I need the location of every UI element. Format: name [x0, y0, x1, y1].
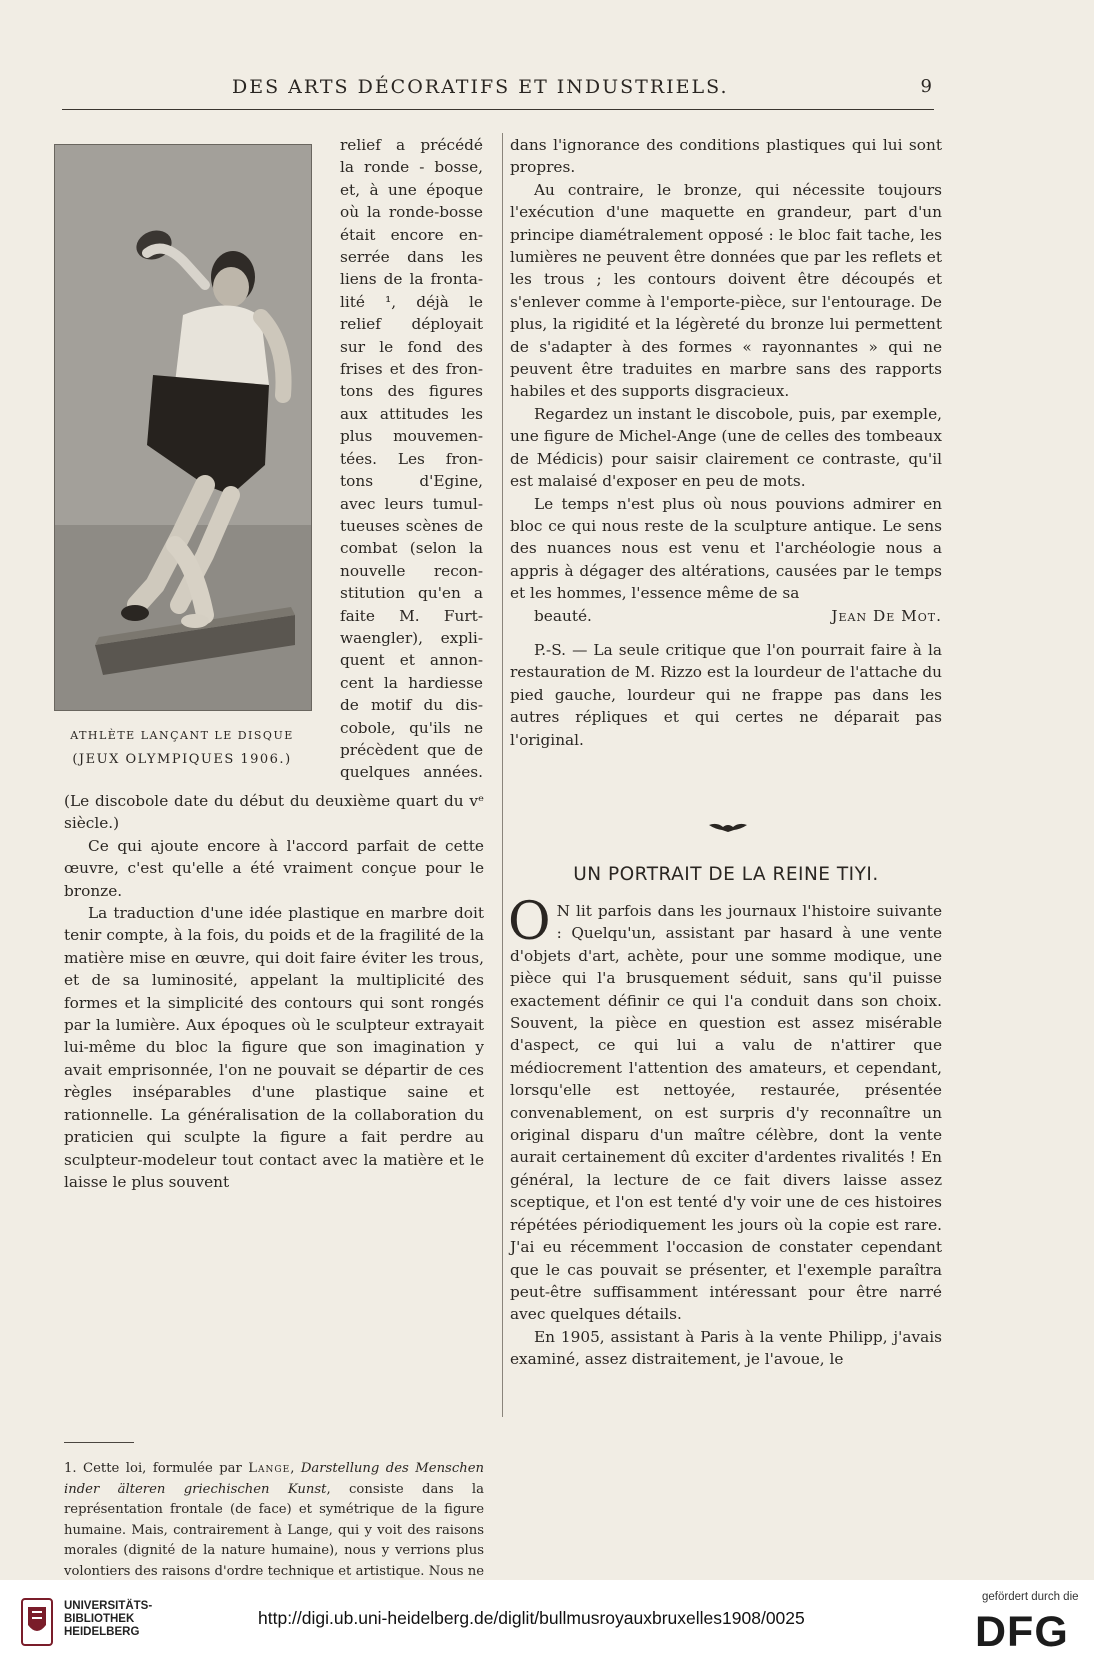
text-line: waengler), expli- [340, 628, 483, 647]
text-line: où la ronde-bosse [340, 203, 483, 222]
text-line: liens de la fronta- [340, 270, 483, 289]
closing-word: beauté. [534, 606, 592, 625]
text-line: de motif du dis- [340, 696, 483, 715]
text-line: tées. Les fron- [340, 449, 483, 468]
article-first-paragraph [508, 892, 942, 1326]
text-line: stitution qu'en a [340, 584, 483, 603]
dropcap: O [508, 892, 551, 952]
discus-thrower-photo [54, 144, 312, 711]
text-line: quelques années. [340, 763, 483, 782]
text-line: relief déployait [340, 315, 483, 334]
text-line: tueuses scènes de [340, 516, 483, 535]
running-header [62, 72, 934, 102]
paragraph: Le temps n'est plus où nous pouvions admirer en bloc ce qui nous reste de la sculpture antique. Le sens des nuances nous est venu et l'archéologie nous a appris à dégager des altérations, causées par le temps et les hommes, l'essence même de sa [510, 494, 942, 603]
text-line: plus mouvemen- [340, 427, 483, 446]
footnote-rule [64, 1442, 134, 1443]
signature-line [510, 605, 942, 627]
ornament-icon [707, 820, 749, 834]
paragraph: Au contraire, le bronze, qui nécessite toujours l'exécution d'une maquette en grandeur, part d'un principe diamétralement opposé : le bloc fait tache, les lumières ne peuvent être données que par les reflets et les trous ; les contours doivent être découpés et s'enlever comme à l'emporte-pièce, sur l'entourage. De plus, la rigidité et la légèreté du bronze lui permettent de s'adapter à des formes « rayonnantes » qui ne peuvent être traduites en marbre sans des rapports habiles et des supports disgracieux. [510, 180, 942, 401]
article-first-paragraph-text: N lit parfois dans les journaux l'histoire suivante : Quelqu'un, assistant par hasard à une vente d'objets d'art, achète, pour une somme modique, une pièce qui l'a brusquement séduit, sans qu'il puisse exactement définir ce qui l'a conduit dans son choix. Souvent, la pièce en question est assez misérable d'aspect, ce qui lui a valu de n'attirer que médiocrement l'attention des amateurs, et cependant, lorsqu'elle est nettoyée, restaurée, présentée convenablement, on est surpris d'y reconnaître un original disparu d'un maître célèbre, dont la vente aurait certainement dû exciter d'ardentes rivalités ! En général, la lecture de ce fait divers laisse assez sceptique, et l'on est tenté d'y voir une de ces histoires répétées périodiquement les jours où la copie est rare. J'ai eu récemment l'occasion de constater cependant que le cas pouvait se présenter, et l'exemple paraîtra peut-être suffisamment intéressant pour être narré avec quelques détails. [510, 902, 942, 1324]
paragraph: dans l'ignorance des conditions plastiques qui lui sont propres. [510, 136, 942, 177]
text-line: frises et des fron- [340, 360, 483, 379]
text-line: aux attitudes les [340, 404, 483, 423]
column-divider [502, 133, 503, 1417]
caption-line-1: ATHLÈTE LANÇANT LE DISQUE [70, 729, 294, 742]
text-line: nouvelle recon- [340, 561, 483, 580]
caption-line-2: (JEUX OLYMPIQUES 1906.) [72, 752, 292, 767]
paragraph: Ce qui ajoute encore à l'accord parfait de cette œuvre, c'est qu'elle a été vraiment conçue pour le bronze. [64, 836, 484, 900]
text-line: combat (selon la [340, 539, 483, 558]
postscript: P.-S. — La seule critique que l'on pourrait faire à la restauration de M. Rizzo est la lourdeur de l'attache du pied gauche, lourdeur qui ne frappe pas dans les autres répliques et qui certes ne déparait pas l'original. [510, 640, 942, 749]
text-line: cent la hardiesse [340, 673, 483, 692]
paragraph: Regardez un instant le discobole, puis, par exemple, une figure de Michel-Ange (une de celles des tombeaux de Médicis) pour saisir clairement ce contraste, qu'il est malaisé d'exposer en peu de mots. [510, 404, 942, 491]
library-name-line: HEIDELBERG [64, 1626, 140, 1638]
text-line: serrée dans les [340, 248, 483, 267]
text-line: tons d'Egine, [340, 472, 483, 491]
digitization-footer [0, 1580, 1094, 1659]
text-line: et, à une époque [340, 180, 483, 199]
paragraph: (Le discobole date du début du deuxième quart du vᵉ siècle.) [64, 792, 484, 833]
footnote-body: , consiste dans la représentation frontale (de face) et symétrique de la figure humaine. Mais, contrairement à Lange, qui y voit des raisons morales (dignité de la nature humaine), nous y verrions plus volontiers des raisons d'ordre technique et artistique. Nous ne [64, 1481, 485, 1579]
library-name-line: UNIVERSITÄTS- [64, 1600, 153, 1612]
text-line: quent et annon- [340, 651, 483, 670]
library-name [64, 1600, 152, 1639]
athlete-photo-icon [55, 145, 311, 710]
running-title: DES ARTS DÉCORATIFS ET INDUSTRIELS. [232, 76, 729, 98]
header-rule [62, 109, 934, 110]
left-column-text [64, 790, 484, 1193]
footnote-work-title: Darstellung des Menschen inder älteren griechischen Kunst [64, 1461, 485, 1497]
footnote-separator: , [290, 1461, 301, 1476]
text-line: avec leurs tumul- [340, 494, 483, 513]
text-line: lité ¹, déjà le [340, 292, 483, 311]
text-line: relief a précédé [340, 136, 483, 154]
paragraph: La traduction d'une idée plastique en marbre doit tenir compte, à la fois, du poids et de la fragilité de la matière mise en œuvre, qui doit faire éviter les trous, et de sa luminosité, appelant la multiplicité des formes et la simplicité des contours qui sont rongés par la lumière. Aux époques où le sculpteur extrayait lui-même du bloc la figure que son imagination y avait emprisonnée, l'on ne pouvait se départir de ces règles inséparables d'une plastique saine et rationnelle. La généralisation de la collaboration du praticien qui sculpte la figure a fait perdre au sculpteur-modeleur tout contact avec la matière et le laisse le plus souvent [64, 904, 484, 1191]
figure-caption [54, 724, 310, 772]
text-line: la ronde - bosse, [340, 158, 483, 177]
author-signature: Jean De Mot. [831, 606, 942, 625]
permalink-url[interactable]: http://digi.ub.uni-heidelberg.de/diglit/bullmusroyauxbruxelles1908/0025 [258, 1608, 805, 1628]
article-text [508, 892, 942, 1371]
text-beside-figure [340, 134, 483, 784]
dfg-logo: DFG [975, 1608, 1069, 1656]
text-line: cobole, qu'ils ne [340, 718, 483, 737]
right-column-text [510, 134, 942, 751]
text-line: tons des figures [340, 382, 483, 401]
library-name-line: BIBLIOTHEK [64, 1613, 135, 1625]
footnote-prefix: 1. Cette loi, formulée par [64, 1461, 249, 1476]
text-line: faite M. Furt- [340, 606, 483, 625]
footnote-author: Lange [248, 1461, 291, 1476]
university-seal-icon [20, 1597, 54, 1647]
section-title: UN PORTRAIT DE LA REINE TIYI. [573, 864, 879, 885]
text-line: était encore en- [340, 225, 483, 244]
text-line: sur le fond des [340, 337, 483, 356]
text-line: précèdent que de [340, 740, 483, 759]
page-number: 9 [920, 76, 934, 97]
funding-label: gefördert durch die [982, 1591, 1079, 1603]
paragraph: En 1905, assistant à Paris à la vente Philipp, j'avais examiné, assez distraitement, je l'avoue, le [510, 1327, 942, 1369]
